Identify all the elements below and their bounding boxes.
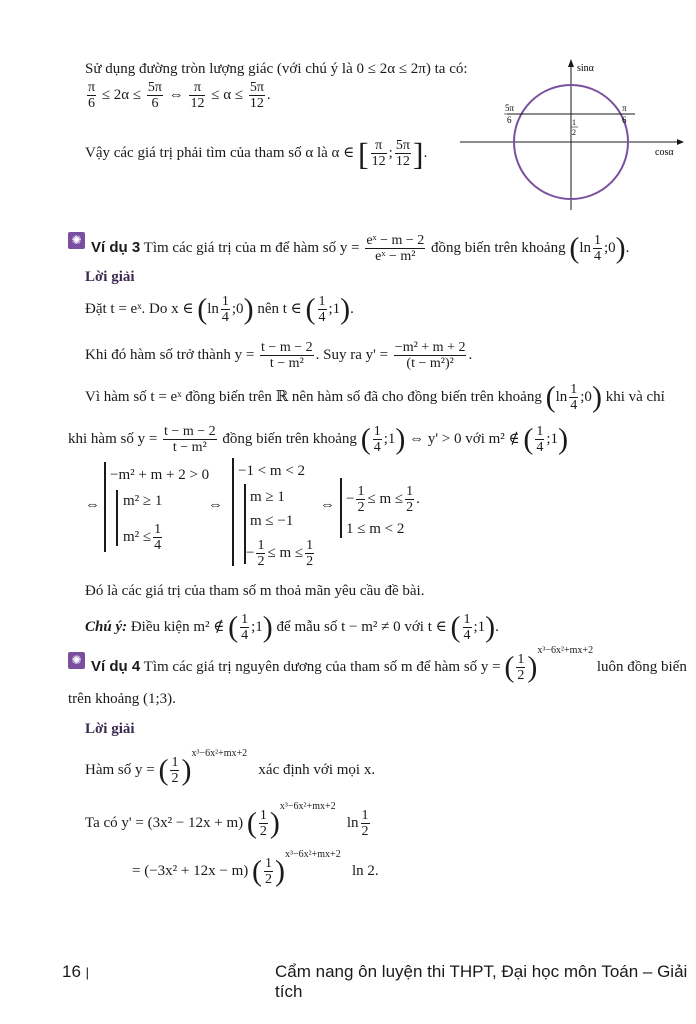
text: đồng biến trên khoảng	[222, 430, 357, 447]
iff-symbol: ⇔	[320, 497, 335, 513]
text: ≤ m ≤	[267, 544, 304, 561]
label-5pi6-num: 5π	[505, 103, 515, 113]
ex4-question: Ví dụ 4 Tìm các giá trị nguyên dương của tham số m để hàm số y = ( $\frac{1}{2}$ )$^{x^3-6x^2+mx+2}$ luôn đồng biến	[91, 644, 687, 684]
text: luôn đồng biến	[596, 658, 687, 675]
iff-symbol: ⇔	[85, 497, 100, 513]
x-axis-arrow	[677, 139, 684, 145]
x-axis-label: cosα	[655, 147, 674, 158]
frac-num: t − m − 2	[164, 424, 216, 439]
frac-num: π	[88, 80, 96, 95]
intro-conclusion: Vậy các giá trị phải tìm của tham số α là α ∈ [ $\frac{\pi}{12}$ ; $\frac{5\pi}{12}$ ].	[85, 135, 428, 172]
sys1-line-b: m² ≥ 1	[123, 493, 163, 509]
label-5pi6-den: 6	[507, 115, 512, 125]
sys2-line-a: −1 < m < 2	[238, 463, 306, 479]
ex3-solution-label: Lời giải	[85, 269, 135, 285]
frac-num: 5π	[249, 80, 264, 95]
exponent: x³−6x²+mx+2	[191, 747, 248, 759]
page-number	[62, 962, 89, 982]
sys2-line-b: m ≥ 1	[250, 489, 285, 505]
exponent: x³−6x²+mx+2	[285, 848, 341, 860]
conclusion-text: Vậy các giá trị phải tìm của tham số α là α ∈	[85, 144, 355, 161]
text: khi hàm số y =	[68, 430, 158, 447]
sys2-line-d: − $\frac{1}{2}$ ≤ m ≤ $\frac{1}{2}$	[246, 538, 314, 569]
sys3-line-a: − $\frac{1}{2}$ ≤ m ≤ $\frac{1}{2}$ .	[346, 484, 420, 515]
lightbulb-icon: ✺	[68, 232, 85, 249]
ex4-line3: = (−3x² + 12x − m) ( $\frac{1}{2}$ )$^{x^3-6x^2+mx+2}$ ln 2.	[132, 848, 379, 888]
label-half-num: 1	[572, 118, 576, 127]
text: Khi đó hàm số trở thành y =	[85, 346, 255, 363]
frac-den: 12	[371, 154, 386, 169]
text: (3x² − 12x + m)	[147, 814, 244, 831]
label-pi6-den: 6	[622, 115, 627, 125]
text: xác định với mọi x.	[258, 761, 376, 778]
frac-den: (t − m²)²	[406, 356, 454, 371]
ex4-title: Ví dụ 4	[91, 657, 141, 675]
frac-den: 12	[395, 154, 410, 169]
sys3-line-b: 1 ≤ m < 2	[346, 521, 405, 537]
text: ln	[346, 814, 359, 831]
frac-den: 6	[88, 96, 96, 111]
intro-inequality: $\frac{\pi}{6}$ ≤ 2α ≤ $\frac{5\pi}{6}$ ⇔ $\frac{\pi}{12}$ ≤ α ≤ $\frac{5\pi}{12}$ .	[88, 80, 271, 111]
text: Vì hàm số t = eˣ đồng biến trên ℝ nên hàm số đã cho đồng biến trên khoảng	[85, 388, 542, 405]
ex3-question: Ví dụ 3 Tìm các giá trị của m để hàm số y = $\frac{\text{eˣ − m − 2}}{\text{eˣ − m²}}$ đồng biến trên khoảng (ln $\frac{1}{4}$ ;0).	[91, 231, 630, 265]
sys1-line-c: m² ≤ $\frac{1}{4}$	[123, 522, 162, 553]
ex3-question-end: đồng biến trên khoảng	[431, 239, 566, 256]
page-number-text: 16	[62, 962, 81, 981]
frac-den: 6	[151, 96, 159, 111]
sys1-line-a: −m² + m + 2 > 0	[110, 467, 210, 483]
ineq-text: ≤ 2α ≤	[101, 86, 142, 103]
frac-den: t − m²	[269, 356, 304, 371]
text: nên t ∈	[257, 300, 302, 317]
ex4-question-text: Tìm các giá trị nguyên dương của tham số m để hàm số y =	[143, 658, 501, 675]
text: . Suy ra y' =	[315, 346, 389, 363]
text: Đặt t = eˣ. Do x ∈	[85, 300, 194, 317]
sys1-bracket	[116, 490, 118, 546]
text: Hàm số y =	[85, 761, 155, 778]
frac-num: eˣ − m − 2	[366, 233, 425, 248]
text: khi và chỉ	[605, 388, 665, 405]
frac-den: 12	[249, 96, 264, 111]
text: ln 2.	[351, 862, 379, 879]
iff-symbol: ⇔	[168, 86, 184, 103]
frac-num: t − m − 2	[261, 340, 313, 355]
text: Ta có y' =	[85, 814, 144, 831]
ex3-line-set: Đặt t = eˣ. Do x ∈ (ln $\frac{1}{4}$ ;0) nên t ∈ ( $\frac{1}{4}$ ;1).	[85, 292, 354, 326]
ex4-question-line2: trên khoảng (1;3).	[68, 691, 176, 707]
separator: |	[85, 965, 90, 980]
exponent: x³−6x²+mx+2	[279, 800, 336, 812]
y-axis-arrow	[568, 59, 574, 67]
label-half-den: 2	[572, 128, 576, 137]
frac-num: 1	[594, 233, 601, 248]
text: m² ≤	[123, 528, 152, 545]
ex3-line-because: Vì hàm số t = eˣ đồng biến trên ℝ nên hàm số đã cho đồng biến trên khoảng (ln $\frac{1}{4}$ ;0) khi và chỉ	[85, 380, 665, 414]
trig-circle-diagram	[455, 55, 685, 215]
frac-den: 4	[594, 249, 601, 264]
frac-num: π	[189, 80, 205, 96]
y-axis-label: sinα	[577, 63, 594, 74]
frac-den: eˣ − m²	[375, 249, 416, 264]
sys2-line-c: m ≤ −1	[250, 513, 294, 529]
ex3-note: Chú ý: Điều kiện m² ∉ ( $\frac{1}{4}$ ;1) để mẫu số t − m² ≠ 0 với t ∈ ( $\frac{1}{4}$ ;1).	[85, 610, 499, 644]
sys1-brace	[104, 462, 106, 552]
ineq-text: ≤ α ≤	[211, 86, 244, 103]
ex3-final: Đó là các giá trị của tham số m thoả mãn yêu cầu đề bài.	[85, 583, 425, 599]
text: ≤ m ≤	[367, 490, 404, 507]
intro-line: Sử dụng đường tròn lượng giác (với chú ý là 0 ≤ 2α ≤ 2π) ta có:	[85, 61, 468, 77]
frac-num: −m² + m + 2	[394, 340, 466, 355]
ex3-question-text: Tìm các giá trị của m để hàm số y =	[143, 239, 360, 256]
frac-num: 5π	[147, 80, 162, 95]
text: ⇔ y' > 0 với m² ∉	[409, 430, 520, 447]
text: Điều kiện m² ∉	[130, 618, 225, 635]
ex3-line-func: Khi đó hàm số trở thành y = $\frac{t - m - 2}{\text{t − m²}}$ . Suy ra y' = $\frac{\text{−m² + m + 2}}{\text{(t − m²)²}}$ .	[85, 340, 473, 371]
label-pi6-num: π	[622, 103, 627, 113]
frac-num: 5π	[395, 138, 410, 153]
ex4-line2: Ta có y' = (3x² − 12x + m) ( $\frac{1}{2}$ )$^{x^3-6x^2+mx+2}$ ln $\frac{1}{2}$	[85, 800, 369, 840]
sys3-bracket	[340, 478, 342, 538]
frac-num: π	[371, 138, 387, 154]
text: = (−3x² + 12x − m)	[132, 862, 249, 879]
exponent: x³−6x²+mx+2	[537, 644, 594, 656]
ex4-line1: Hàm số y = ( $\frac{1}{2}$ )$^{x^3-6x^2+mx+2}$ xác định với mọi x.	[85, 747, 376, 787]
ex4-solution-label: Lời giải	[85, 721, 135, 737]
frac-den: t − m²	[172, 440, 207, 455]
ex3-line-when: khi hàm số y = $\frac{t - m - 2}{\text{t − m²}}$ đồng biến trên khoảng ( $\frac{1}{4}$ ;1) ⇔ y' > 0 với m² ∉ ( $\frac{1}{4}$ ;1)	[68, 422, 569, 456]
lightbulb-icon: ✺	[68, 652, 85, 669]
note-label: Chú ý:	[85, 618, 128, 635]
text: để mẫu số t − m² ≠ 0 với t ∈	[276, 618, 447, 635]
iff-symbol: ⇔	[208, 497, 223, 513]
ex3-title: Ví dụ 3	[91, 238, 141, 256]
frac-den: 12	[190, 96, 205, 111]
book-title: Cẩm nang ôn luyện thi THPT, Đại học môn Toán – Giải tích	[275, 962, 688, 1001]
sys2-brace	[232, 458, 234, 566]
